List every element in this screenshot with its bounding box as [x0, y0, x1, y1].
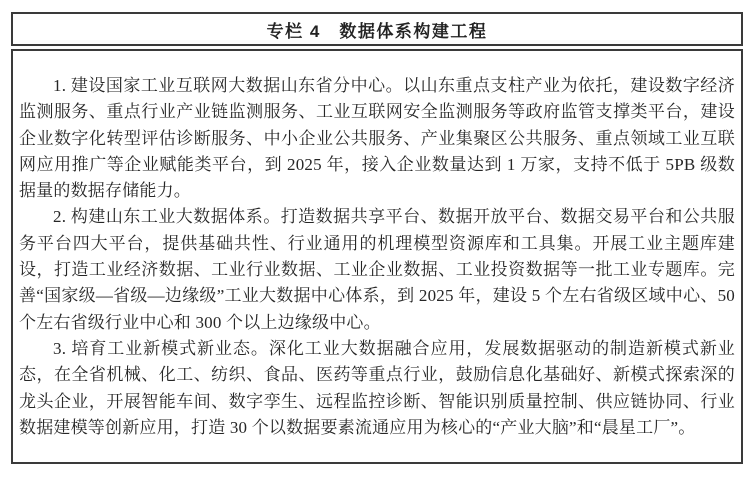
paragraph-shandong-big-data-system: 2. 构建山东工业大数据体系。打造数据共享平台、数据开放平台、数据交易平台和公共服务平台四大平台，提供基础共性、行业通用的机理模型资源库和工具集。开展工业主题库建设，打造工业经济数据、工业行业数据、工业企业数据、工业投资数据等一批工业专题库。完善“国家级—省级—边缘级”工业大数据中心体系，到 2025 年，建设 5 个左右省级区域中心、50 个左右省级行业中心和 300 个以上边缘级中心。: [19, 207, 735, 332]
column-panel: [11, 12, 743, 464]
paragraph-national-big-data-center: 1. 建设国家工业互联网大数据山东省分中心。以山东重点支柱产业为依托，建设数字经济监测服务、重点行业产业链监测服务、工业互联网安全监测服务等政府监管支撑类平台，建设企业数字化转型评估诊断服务、中小企业公共服务、产业集聚区公共服务、重点领域工业互联网应用推广等企业赋能类平台，到 2025 年，接入企业数量达到 1 万家，支持不低于 5PB 级数据量的数据存储能力。: [19, 76, 735, 201]
panel-body-box: [11, 49, 743, 464]
panel-title: 专栏 4 数据体系构建工程: [266, 21, 488, 41]
panel-title-box: [11, 12, 743, 46]
paragraph-new-models-new-forms: 3. 培育工业新模式新业态。深化工业大数据融合应用，发展数据驱动的制造新模式新业态，在全省机械、化工、纺织、食品、医药等重点行业，鼓励信息化基础好、新模式探索深的龙头企业，开展智能车间、数字孪生、远程监控诊断、智能识别质量控制、供应链协同、行业数据建模等创新应用，打造 30 个以数据要素流通应用为核心的“产业大脑”和“晨星工厂”。: [19, 338, 735, 437]
